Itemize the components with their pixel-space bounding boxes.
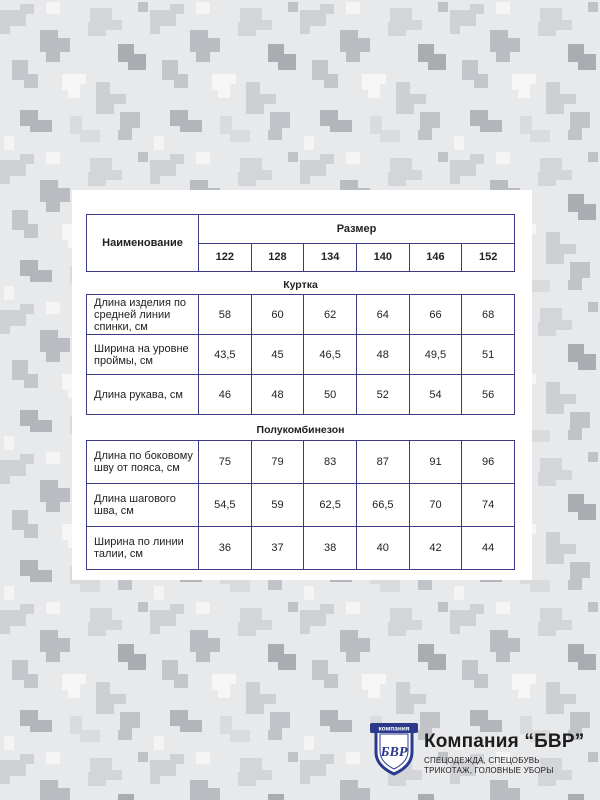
table-cell: 79	[251, 441, 304, 484]
table-cell: 38	[304, 527, 357, 570]
row-label: Длина рукава, см	[87, 375, 199, 415]
table-row	[87, 527, 515, 570]
table-cell: 45	[251, 335, 304, 375]
table-cell: 91	[409, 441, 462, 484]
table-cell: 75	[199, 441, 252, 484]
table-cell: 87	[356, 441, 409, 484]
size-column-header: Размер	[199, 215, 515, 244]
row-label: Ширина по линии талии, см	[87, 527, 199, 570]
section-title-overall: Полукомбинезон	[256, 424, 345, 436]
table-cell: 58	[199, 295, 252, 335]
jacket-table	[86, 294, 515, 415]
table-row	[87, 484, 515, 527]
table-row	[87, 335, 515, 375]
table-cell: 62	[304, 295, 357, 335]
table-cell: 54,5	[199, 484, 252, 527]
brand-block	[424, 732, 584, 775]
table-cell: 59	[251, 484, 304, 527]
table-cell: 70	[409, 484, 462, 527]
table-cell: 42	[409, 527, 462, 570]
size-label: 146	[409, 243, 462, 272]
table-cell: 64	[356, 295, 409, 335]
brand-name: Компания “БВР”	[424, 731, 585, 752]
table-cell: 48	[251, 375, 304, 415]
table-cell: 74	[462, 484, 515, 527]
brand-tagline-2: ТРИКОТАЖ, ГОЛОВНЫЕ УБОРЫ	[424, 765, 554, 775]
size-label: 152	[462, 243, 515, 272]
table-cell: 54	[409, 375, 462, 415]
table-cell: 48	[356, 335, 409, 375]
table-cell: 83	[304, 441, 357, 484]
table-cell: 44	[462, 527, 515, 570]
table-row	[87, 375, 515, 415]
table-cell: 40	[356, 527, 409, 570]
table-cell: 49,5	[409, 335, 462, 375]
table-cell: 56	[462, 375, 515, 415]
brand-tagline-1: СПЕЦОДЕЖДА, СПЕЦОБУВЬ	[424, 756, 540, 765]
size-header-table	[86, 214, 515, 272]
size-label: 134	[304, 243, 357, 272]
table-row	[87, 441, 515, 484]
table-cell: 50	[304, 375, 357, 415]
row-label: Ширина на уровне проймы, см	[87, 335, 199, 375]
table-cell: 96	[462, 441, 515, 484]
size-label: 122	[199, 243, 252, 272]
table-cell: 37	[251, 527, 304, 570]
table-cell: 46,5	[304, 335, 357, 375]
table-cell: 60	[251, 295, 304, 335]
table-cell: 62,5	[304, 484, 357, 527]
table-cell: 36	[199, 527, 252, 570]
size-label: 128	[251, 243, 304, 272]
section-title-jacket: Куртка	[283, 279, 318, 291]
table-cell: 66,5	[356, 484, 409, 527]
table-cell: 52	[356, 375, 409, 415]
table-cell: 46	[199, 375, 252, 415]
logo-ribbon-text: компания	[378, 725, 410, 733]
row-label: Длина по боковому шву от пояса, см	[87, 441, 199, 484]
logo-mark-text: БВР	[380, 745, 408, 760]
size-label: 140	[356, 243, 409, 272]
row-label: Длина шагового шва, см	[87, 484, 199, 527]
name-column-header: Наименование	[87, 215, 199, 272]
row-label: Длина изделия по средней линии спинки, см	[87, 295, 199, 335]
table-cell: 66	[409, 295, 462, 335]
company-logo	[364, 718, 424, 778]
table-cell: 43,5	[199, 335, 252, 375]
table-cell: 68	[462, 295, 515, 335]
overall-table	[86, 440, 515, 570]
table-row	[87, 295, 515, 335]
table-cell: 51	[462, 335, 515, 375]
